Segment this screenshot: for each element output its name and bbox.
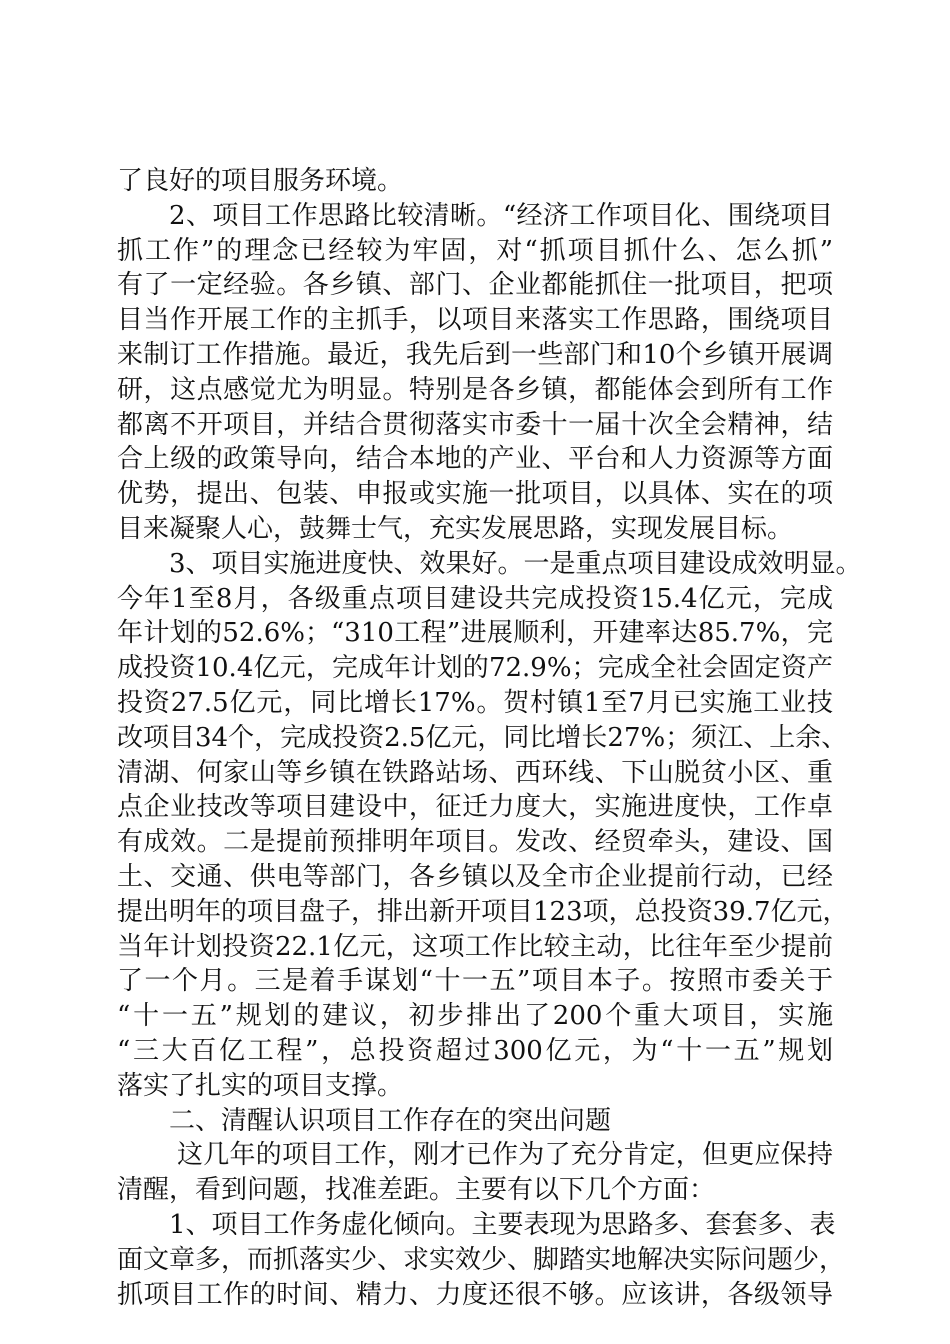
text-line: 1、项目工作务虚化倾向。主要表现为思路多、套套多、表 <box>169 1209 836 1240</box>
text-line: 目当作开展工作的主抓手，以项目来落实工作思路，围绕项目 <box>117 305 833 336</box>
text-line: 清醒，看到问题，找准差距。主要有以下几个方面： <box>117 1175 716 1206</box>
text-line: 清湖、何家山等乡镇在铁路站场、西环线、下山脱贫小区、重 <box>117 757 833 788</box>
text-line: 年计划的52.6%；“310工程”进展顺利，开建率达85.7%，完 <box>117 618 833 649</box>
text-line: 抓项目工作的时间、精力、力度还很不够。应该讲，各级领导 <box>117 1279 833 1310</box>
text-line: 今年1至8月，各级重点项目建设共完成投资15.4亿元，完成 <box>117 583 833 614</box>
text-line: 当年计划投资22.1亿元，这项工作比较主动，比往年至少提前 <box>117 931 833 962</box>
text-line: 来制订工作措施。最近，我先后到一些部门和10个乡镇开展调 <box>117 339 833 370</box>
text-line: “三大百亿工程”，总投资超过300亿元，为“十一五”规划 <box>117 1035 833 1066</box>
text-line: 落实了扎实的项目支撑。 <box>117 1070 404 1101</box>
text-line: 合上级的政策导向，结合本地的产业、平台和人力资源等方面 <box>117 444 833 475</box>
text-line: 这几年的项目工作，刚才已作为了充分肯定，但更应保持 <box>177 1140 833 1171</box>
text-line: 研，这点感觉尤为明显。特别是各乡镇，都能体会到所有工作 <box>117 374 833 405</box>
text-line: “十一五”规划的建议，初步排出了200个重大项目，实施 <box>117 1001 833 1032</box>
text-line: 改项目34个，完成投资2.5亿元，同比增长27%；须江、上余、 <box>117 722 848 753</box>
text-line: 了一个月。三是着手谋划“十一五”项目本子。按照市委关于 <box>117 966 833 997</box>
text-line: 点企业技改等项目建设中，征迁力度大，实施进度快，工作卓 <box>117 792 833 823</box>
text-line: 成投资10.4亿元，完成年计划的72.9%；完成全社会固定资产 <box>117 653 833 684</box>
text-line: 土、交通、供电等部门，各乡镇以及全市企业提前行动，已经 <box>117 861 833 892</box>
text-line: 有成效。二是提前预排明年项目。发改、经贸牵头，建设、国 <box>117 827 833 858</box>
text-line: 优势，提出、包装、申报或实施一批项目，以具体、实在的项 <box>117 479 833 510</box>
text-line: 面文章多，而抓落实少、求实效少、脚踏实地解决实际问题少， <box>117 1244 846 1275</box>
text-line: 有了一定经验。各乡镇、部门、企业都能抓住一批项目，把项 <box>117 270 833 301</box>
body-text <box>117 164 862 1312</box>
text-line: 了良好的项目服务环境。 <box>117 166 404 196</box>
text-line: 抓工作”的理念已经较为牢固，对“抓项目抓什么、怎么抓” <box>117 235 833 266</box>
text-line: 都离不开项目，并结合贯彻落实市委十一届十次全会精神，结 <box>117 409 833 440</box>
text-line: 3、项目实施进度快、效果好。一是重点项目建设成效明显。 <box>169 548 862 579</box>
text-line: 2、项目工作思路比较清晰。“经济工作项目化、围绕项目 <box>169 200 833 231</box>
section-heading: 二、清醒认识项目工作存在的突出问题 <box>169 1105 612 1136</box>
text-line: 提出明年的项目盘子，排出新开项目123项，总投资39.7亿元， <box>117 896 849 927</box>
text-line: 投资27.5亿元，同比增长17%。贺村镇1至7月已实施工业技 <box>117 687 833 718</box>
text-line: 目来凝聚人心，鼓舞士气，充实发展思路，实现发展目标。 <box>117 513 794 544</box>
